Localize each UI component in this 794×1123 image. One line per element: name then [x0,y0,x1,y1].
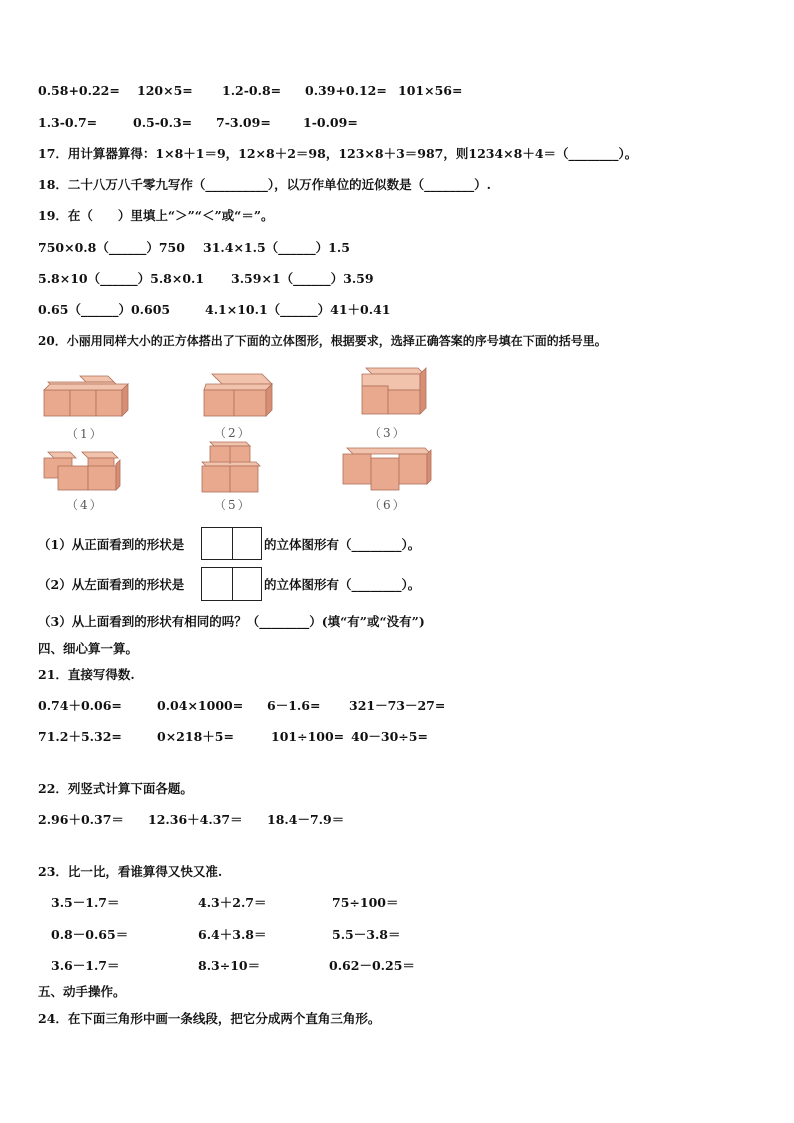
compare-item: 4.1×10.1（______）41＋0.41 [205,302,391,317]
calc-item: 0.39+0.12= [305,83,387,98]
calc-item: 71.2＋5.32= [38,729,122,744]
calc-item: 1-0.09= [303,115,358,130]
calc-item: 75÷100＝ [332,895,399,910]
compare-item: 750×0.8（______）750 [38,240,185,255]
q20-part2-prefix: （2）从左面看到的形状是 [38,577,185,592]
calc-item: 1.3-0.7= [38,115,98,130]
figure-caption: （3） [369,426,407,440]
cube-figure-5 [200,440,264,494]
calc-item: 0.58+0.22= [38,83,120,98]
calc-item: 101×56= [398,83,463,98]
calc-item: 8.3÷10＝ [198,958,261,973]
section-4-heading: 四、细心算一算。 [38,641,139,656]
calc-item: 0×218＋5= [157,729,234,744]
calc-item: 18.4－7.9＝ [267,812,345,827]
calc-item: 0.8－0.65＝ [51,927,129,942]
q20-part1-prefix: （1）从正面看到的形状是 [38,537,185,552]
calc-item: 7-3.09= [216,115,271,130]
q20-part1-suffix: 的立体图形有（________）。 [264,537,421,552]
calc-item: 1.2-0.8= [222,83,282,98]
q20-part3: （3）从上面看到的形状有相同的吗？（________）(填“有”或“没有”) [38,614,425,629]
cube-figure-2 [202,370,277,422]
cube-figure-3 [358,364,430,420]
figure-caption: （4） [66,498,104,512]
section-5-heading: 五、动手操作。 [38,984,126,999]
calc-item: 6－1.6= [267,698,321,713]
cube-figure-1 [42,372,132,422]
calc-item: 12.36＋4.37＝ [148,812,243,827]
compare-item: 3.59×1（______）3.59 [231,271,374,286]
q20-part2-suffix: 的立体图形有（________）。 [264,577,421,592]
calc-item: 321－73－27= [349,698,446,713]
calc-item: 0.74＋0.06= [38,698,122,713]
question-19-title: 19．在（ ）里填上“＞”“＜”或“＝”。 [38,208,274,223]
calc-item: 3.5－1.7＝ [51,895,120,910]
question-20-title: 20．小丽用同样大小的正方体搭出了下面的立体图形，根据要求，选择正确答案的序号填在下面的括号里。 [38,334,607,348]
question-21-title: 21．直接写得数. [38,667,135,682]
figure-caption: （6） [369,498,407,512]
cube-figure-4 [42,446,122,494]
question-18: 18．二十八万八千零九写作（__________），以万作单位的近似数是（________）. [38,177,491,192]
calc-item: 0.5-0.3= [133,115,193,130]
figure-caption: （2） [214,426,252,440]
calc-item: 6.4＋3.8＝ [198,927,267,942]
compare-item: 5.8×10（______）5.8×0.1 [38,271,205,286]
calc-item: 5.5－3.8＝ [332,927,401,942]
two-square-left-view [201,567,262,601]
compare-item: 0.65（______）0.605 [38,302,171,317]
calc-item: 2.96＋0.37＝ [38,812,124,827]
two-square-front-view [201,527,262,560]
compare-item: 31.4×1.5（______）1.5 [203,240,350,255]
calc-item: 101÷100= [271,729,345,744]
cube-figure-6 [341,444,433,494]
figure-caption: （5） [214,498,252,512]
question-24: 24．在下面三角形中画一条线段，把它分成两个直角三角形。 [38,1011,381,1026]
calc-item: 0.04×1000= [157,698,244,713]
calc-item: 3.6－1.7＝ [51,958,120,973]
question-17: 17．用计算器算得：1×8＋1＝9，12×8＋2＝98，123×8＋3＝987，则1234×8＋4＝（________）。 [38,146,638,161]
calc-item: 4.3＋2.7＝ [198,895,267,910]
calc-item: 120×5= [137,83,193,98]
question-22-title: 22．列竖式计算下面各题。 [38,781,193,796]
calc-item: 40－30÷5= [351,729,428,744]
question-23-title: 23．比一比，看谁算得又快又准. [38,864,223,879]
calc-item: 0.62－0.25＝ [329,958,415,973]
figure-caption: （1） [66,427,104,441]
